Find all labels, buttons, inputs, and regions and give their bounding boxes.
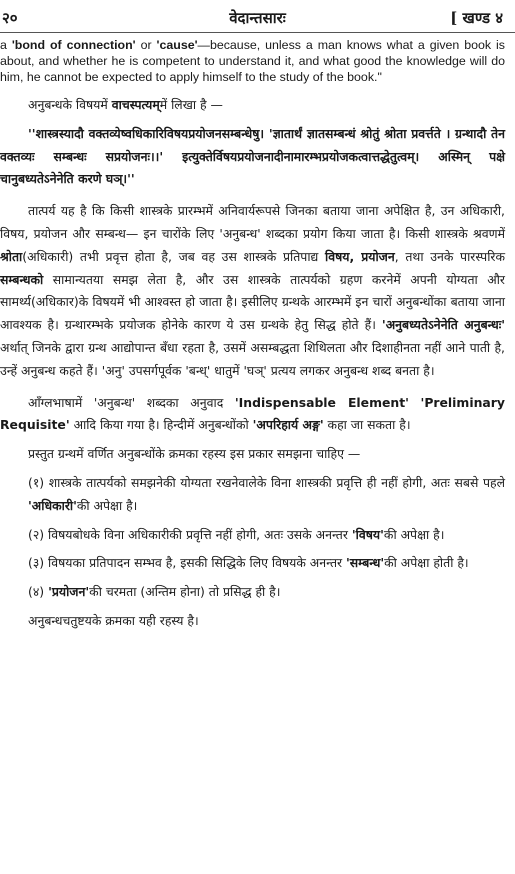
list-item [0,581,505,604]
item-text: (१) शास्त्रके तात्पर्यको समझनेकी योग्यता रखनेवालेके विना शास्त्रकी प्रवृत्ति ही नहीं होगी, अतः सबसे पहले [28,474,505,490]
para2-term-3: 'अपरिहार्य अङ्ग' [252,417,324,433]
paragraph-meaning [0,200,505,382]
item-text-end: की अपेक्षा है। [76,497,138,513]
para1-bold-4: 'अनुबध्यतेऽनेनेति अनुबन्धः' [381,317,505,333]
english-rest: —because, unless a man knows what a given book is about, and whether he is competent to understand it, and what good the knowledge will do him, he cannot be expected to apply himself to the study of the book." [0,38,505,84]
item-text-end: की अपेक्षा है। [383,526,445,542]
item-text-end: की चरमता (अन्तिम होना) तो प्रसिद्ध ही है। [89,584,281,600]
sanskrit-quote-text: ''शास्त्रस्यादौ वक्तव्येष्वधिकारिविषयप्रयोजनसम्बन्धेषु। 'ज्ञातार्थं ज्ञातसम्बन्धं श्रोतुं श्रोता प्रवर्त्तते । ग्रन्थादौ तेन वक्तव्यः सम्बन्धः सप्रयोजनः।।' इत्युक्तेर्विषयप्रयोजनादीनामारम्भप्रयोजकत्वात्तद्धेतुत्वम्। अस्मिन् पक्षे चानुबध्यतेऽनेनेति करणे घञ्।'' [0,125,505,187]
list-item [0,524,505,547]
item-term: 'प्रयोजन' [48,584,90,600]
english-quote [0,37,505,85]
english-pre: a [0,38,12,52]
para2-text-4: कहा जा सकता है। [323,417,411,433]
english-term-bond: 'bond of connection' [11,38,136,52]
paragraph-order-intro: प्रस्तुत ग्रन्थमें वर्णित अनुबन्धोंके क्रमका रहस्य इस प्रकार समझना चाहिए — [28,446,361,462]
section-label: [ खण्ड ४ [450,9,503,27]
english-term-cause: 'cause' [156,38,198,52]
item-text-end: की अपेक्षा होती है। [384,555,469,571]
intro-source: वाचस्पत्यम् [111,97,160,112]
intro-post: में लिखा है — [159,97,223,112]
para1-bold-2: विषय, प्रयोजन [325,248,395,264]
header-rule [0,32,515,33]
para1-bold-1: श्रोता [0,248,23,264]
book-title: वेदान्तसारः [229,9,286,27]
item-term: 'अधिकारी' [28,497,77,513]
paragraph-english-terms [0,392,505,438]
para2-term-1: 'Indispensable Element' [234,394,409,410]
para1-text-3: , तथा उनके पारस्परिक [394,248,505,264]
list-item [0,552,505,575]
para2-term-2: 'Preliminary Requisite' [0,394,505,433]
intro-line [0,94,505,117]
para1-text-2: (अधिकारी) तभी प्रवृत्त होता है, जब वह उस शास्त्रके प्रतिपाद्य [22,248,326,264]
item-term: 'सम्बन्ध' [346,555,385,571]
english-mid: or [135,38,157,52]
para2-text-1: आँग्लभाषामें 'अनुबन्ध' शब्दका अनुवाद [28,394,235,410]
para1-bold-3: सम्बन्धको [0,271,44,287]
intro-pre: अनुबन्धके विषयमें [28,97,112,112]
para1-text-1: तात्पर्य यह है कि किसी शास्त्रके प्रारम्भमें अनिवार्यरूपसे जिनका बताया जाना अपेक्षित है, उन अधिकारी, विषय, प्रयोजन और सम्बन्ध— इन चारोंके लिए 'अनुबन्ध' शब्दका प्रयोग किया जाता है। किसी शास्त्रके श्रवणमें [0,203,505,241]
para1-text-5: अर्थात् जिनके द्वारा ग्रन्थ आद्योपान्त बँधा रहता है, उसमें असम्बद्धता शिथिलता और दिशाहीनता नहीं आने पाती है, उन्हें अनुबन्ध कहते हैं। 'अनु' उपसर्गपूर्वक 'बन्ध्' धातुमें 'घञ्' प्रत्यय लगकर अनुबन्ध शब्द बनता है। [0,339,505,378]
list-item [0,472,505,518]
page-body [0,37,505,633]
para1-text-4: सामान्यतया समझ लेता है, और उस शास्त्रके तात्पर्यको ग्रहण करनेमें अपनी योग्यता और सामर्थ्य(अधिकार)के विषयमें भी आश्वस्त हो जाता है। इसीलिए ग्रन्थके आरम्भमें इन चारों अनुबन्धोंका बताया जाना आवश्यक है। ग्रन्थारम्भके प्रयोजक होनेके कारण ये उस ग्रन्थके हेतु सिद्ध होते हैं। [0,271,505,333]
item-text: (२) विषयबोधके विना अधिकारीकी प्रवृत्ति नहीं होगी, अतः उसके अनन्तर [28,526,352,542]
item-text: (३) विषयका प्रतिपादन सम्भव है, इसकी सिद्धिके लिए विषयके अनन्तर [28,555,347,571]
running-header [0,0,515,30]
closing-line: अनुबन्धचतुष्टयके क्रमका यही रहस्य है। [28,612,199,628]
sanskrit-quote [0,123,505,191]
item-text: (४) [28,584,49,600]
para2-text-3: आदि किया गया है। हिन्दीमें अनुबन्धोंको [69,417,253,433]
page-number: २० [2,9,18,27]
para2-text-2 [409,395,421,410]
item-term: 'विषय' [351,526,384,542]
